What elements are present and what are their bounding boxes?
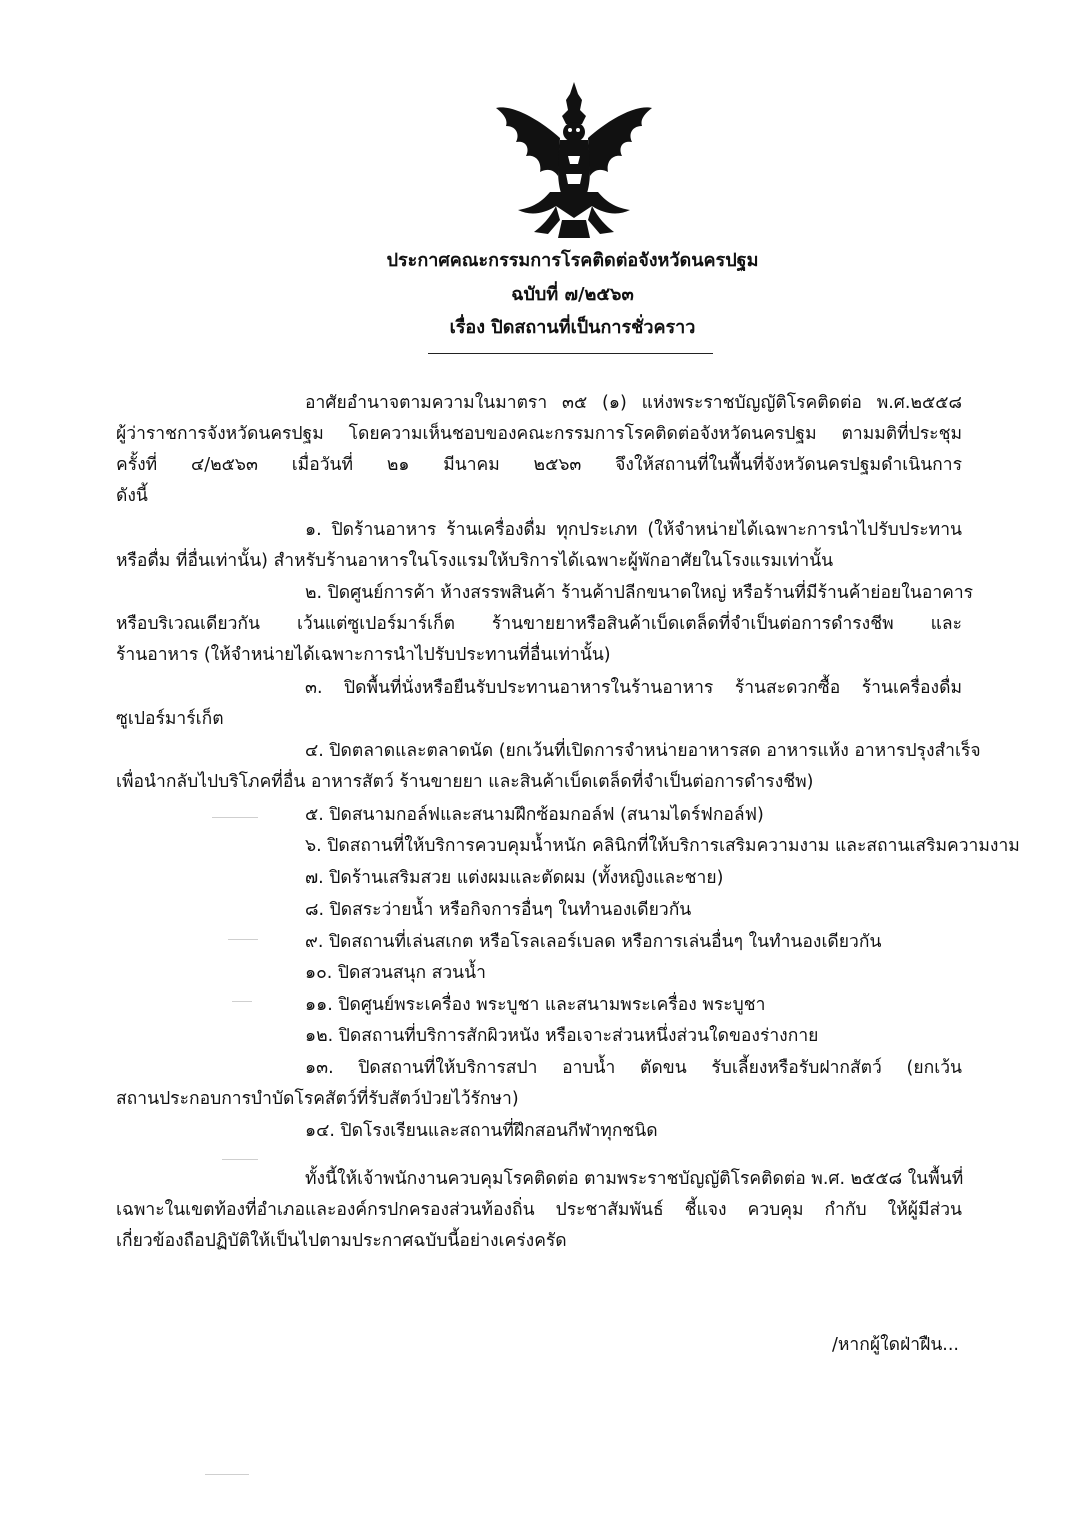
announcement-title: ประกาศคณะกรรมการโรคติดต่อจังหวัดนครปฐม [386,250,759,271]
intro-line: ผู้ว่าราชการจังหวัดนครปฐม โดยความเห็นชอบของคณะกรรมการโรคติดต่อจังหวัดนครปฐม ตามมติที่ประชุม [116,424,962,444]
list-item: ๑๔. ปิดโรงเรียนและสถานที่ฝึกสอนกีฬาทุกชนิด [305,1121,658,1141]
closing-line: เฉพาะในเขตท้องที่อำเภอและองค์กรปกครองส่วนท้องถิ่น ประชาสัมพันธ์ ชี้แจง ควบคุม กำกับ ให้ผู้มีส่วน [116,1200,962,1220]
announcement-subject: เรื่อง ปิดสถานที่เป็นการชั่วคราว [449,317,696,338]
header-divider [428,353,713,354]
list-item: ๙. ปิดสถานที่เล่นสเกต หรือโรลเลอร์เบลด หรือการเล่นอื่นๆ ในทำนองเดียวกัน [305,932,882,952]
list-item: ๖. ปิดสถานที่ให้บริการควบคุมน้ำหนัก คลินิกที่ให้บริการเสริมความงาม และสถานเสริมความงาม [305,836,1020,856]
list-item: ๒. ปิดศูนย์การค้า ห้างสรรพสินค้า ร้านค้าปลีกขนาดใหญ่ หรือร้านที่มีร้านค้าย่อยในอาคาร [305,583,974,603]
list-item-continuation: หรือดื่ม ที่อื่นเท่านั้น) สำหรับร้านอาหารในโรงแรมให้บริการได้เฉพาะผู้พักอาศัยในโรงแรมเท่านั้น [116,551,834,571]
list-item-continuation: หรือบริเวณเดียวกัน เว้นแต่ซูเปอร์มาร์เก็ต ร้านขายยาหรือสินค้าเบ็ดเตล็ดที่จำเป็นต่อการดำรงชีพ และ [116,614,962,634]
list-item: ๑๑. ปิดศูนย์พระเครื่อง พระบูชา และสนามพระเครื่อง พระบูชา [305,995,766,1015]
list-item: ๕. ปิดสนามกอล์ฟและสนามฝึกซ้อมกอล์ฟ (สนามไดร์ฟกอล์ฟ) [305,805,764,825]
scan-mark [222,1159,258,1160]
garuda-emblem-icon [490,80,658,242]
closing-line: ทั้งนี้ให้เจ้าพนักงานควบคุมโรคติดต่อ ตามพระราชบัญญัติโรคติดต่อ พ.ศ. ๒๕๕๘ ในพื้นที่ [305,1169,964,1189]
list-item: ๑. ปิดร้านอาหาร ร้านเครื่องดื่ม ทุกประเภท (ให้จำหน่ายได้เฉพาะการนำไปรับประทาน [305,520,962,540]
intro-line: ครั้งที่ ๔/๒๕๖๓ เมื่อวันที่ ๒๑ มีนาคม ๒๕๖๓ จึงให้สถานที่ในพื้นที่จังหวัดนครปฐมดำเนินการ [116,455,962,475]
list-item-continuation: ซูเปอร์มาร์เก็ต [116,709,224,729]
intro-line: อาศัยอำนาจตามความในมาตรา ๓๕ (๑) แห่งพระราชบัญญัติโรคติดต่อ พ.ศ.๒๕๕๘ [305,393,962,413]
announcement-number: ฉบับที่ ๗/๒๕๖๓ [511,284,634,305]
page-continuation: /หากผู้ใดฝ่าฝืน... [831,1335,959,1355]
list-item: ๓. ปิดพื้นที่นั่งหรือยืนรับประทานอาหารในร้านอาหาร ร้านสะดวกซื้อ ร้านเครื่องดื่ม [305,678,962,698]
list-item: ๑๐. ปิดสวนสนุก สวนน้ำ [305,963,486,983]
scan-mark [228,939,258,940]
scan-mark [205,1474,249,1475]
scan-mark [232,1001,252,1002]
list-item-continuation: ร้านอาหาร (ให้จำหน่ายได้เฉพาะการนำไปรับประทานที่อื่นเท่านั้น) [116,645,611,665]
list-item: ๗. ปิดร้านเสริมสวย แต่งผมและตัดผม (ทั้งหญิงและชาย) [305,868,724,888]
list-item: ๔. ปิดตลาดและตลาดนัด (ยกเว้นที่เปิดการจำหน่ายอาหารสด อาหารแห้ง อาหารปรุงสำเร็จ [305,741,981,761]
list-item: ๑๒. ปิดสถานที่บริการสักผิวหนัง หรือเจาะส่วนหนึ่งส่วนใดของร่างกาย [305,1026,819,1046]
scan-mark [212,817,258,818]
closing-line: เกี่ยวข้องถือปฏิบัติให้เป็นไปตามประกาศฉบับนี้อย่างเคร่งครัด [116,1231,567,1251]
intro-line: ดังนี้ [116,486,148,506]
list-item: ๑๓. ปิดสถานที่ให้บริการสปา อาบน้ำ ตัดขน รับเลี้ยงหรือรับฝากสัตว์ (ยกเว้น [305,1058,962,1078]
list-item: ๘. ปิดสระว่ายน้ำ หรือกิจการอื่นๆ ในทำนองเดียวกัน [305,900,692,920]
list-item-continuation: เพื่อนำกลับไปบริโภคที่อื่น อาหารสัตว์ ร้านขายยา และสินค้าเบ็ดเตล็ดที่จำเป็นต่อการดำรงชีพ) [116,772,814,792]
list-item-continuation: สถานประกอบการบำบัดโรคสัตว์ที่รับสัตว์ป่วยไว้รักษา) [116,1089,519,1109]
